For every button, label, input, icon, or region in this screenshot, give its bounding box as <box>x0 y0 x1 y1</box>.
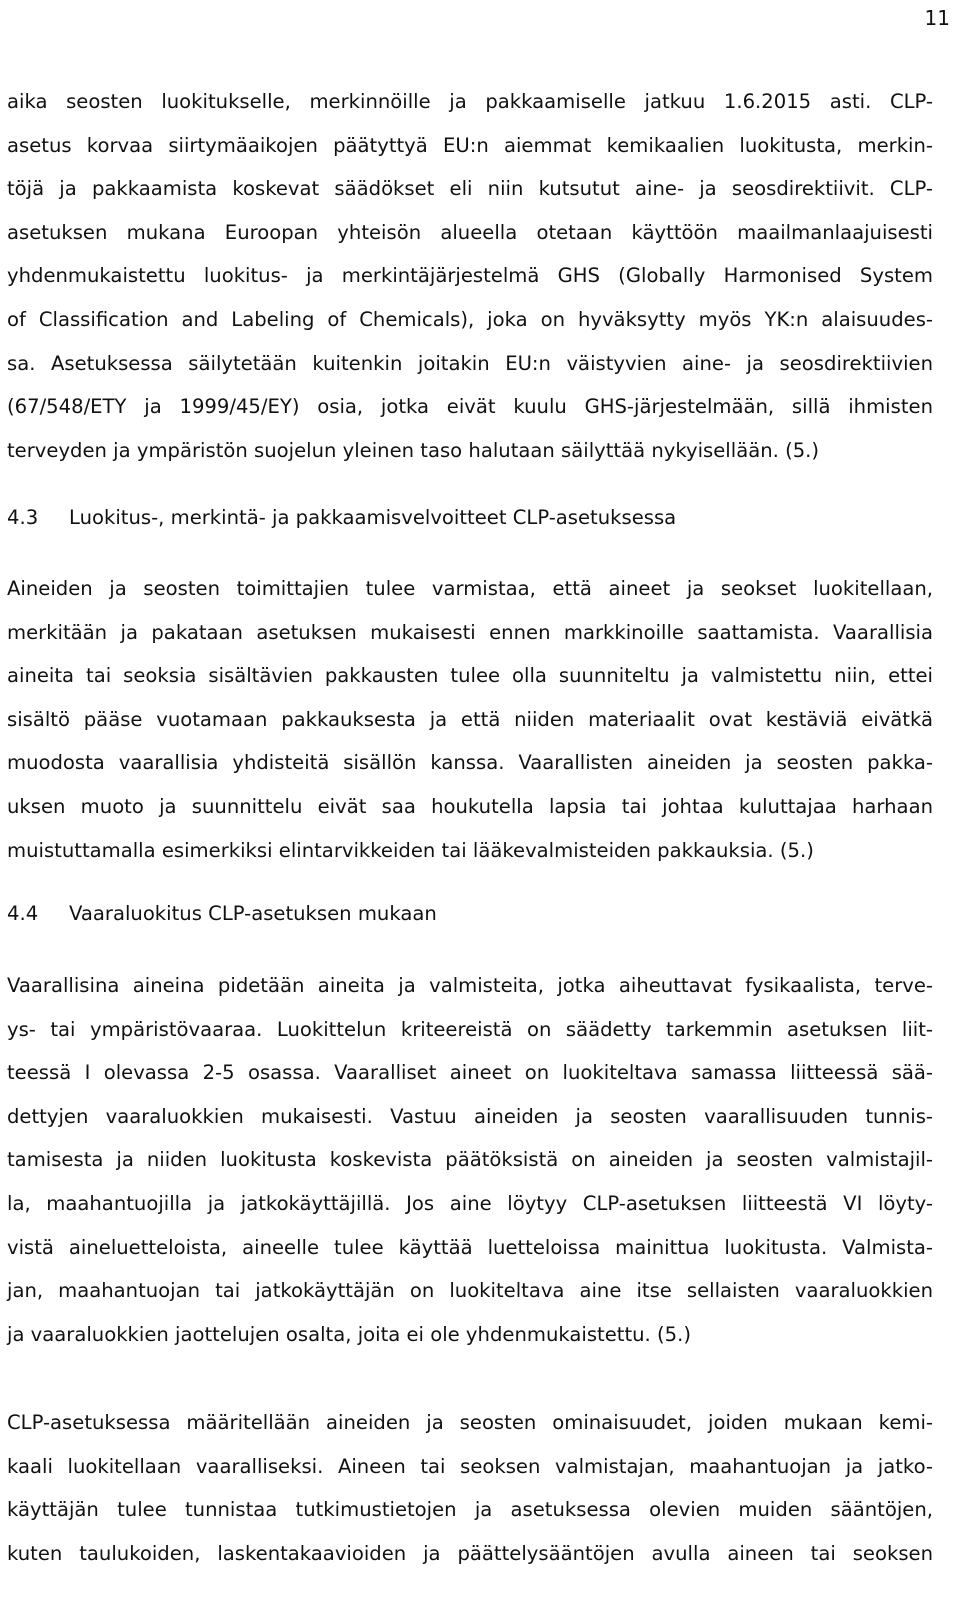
text-line: Aineiden ja seosten toimittajien tulee varmistaa, että aineet ja seokset luokitellaan, <box>7 577 933 600</box>
text-line: asetuksen mukana Euroopan yhteisön alueella otetaan käyttöön maailmanlaajuisesti <box>7 220 933 244</box>
text-line: muodosta vaarallisia yhdisteitä sisällön kanssa. Vaarallisten aineiden ja seosten pakka- <box>7 751 933 775</box>
text-line: jan, maahantuojan tai jatkokäyttäjän on luokiteltava aine itse sellaisten vaaraluokkien <box>7 1279 933 1303</box>
text-line: ys- tai ympäristövaaraa. Luokittelun kriteereistä on säädetty tarkemmin asetuksen liit- <box>7 1017 933 1041</box>
text-line: töjä ja pakkaamista koskevat säädökset eli niin kutsutut aine- ja seosdirektiivit. CLP- <box>7 177 933 201</box>
text-line: sa. Asetuksessa säilytetään kuitenkin joitakin EU:n väistyvien aine- ja seosdirektiivien <box>7 351 933 375</box>
section-heading-4-3 <box>7 496 933 540</box>
paragraph-3 <box>7 964 933 1356</box>
text-line: la, maahantuojilla ja jatkokäyttäjillä. Jos aine löytyy CLP-asetuksen liitteestä VI löyty- <box>7 1191 933 1215</box>
section-heading-4-4 <box>7 892 933 936</box>
text-line: merkitään ja pakataan asetuksen mukaisesti ennen markkinoille saattamista. Vaarallisia <box>7 620 933 644</box>
page-number: 11 <box>924 6 950 30</box>
section-title: Luokitus-, merkintä- ja pakkaamisvelvoitteet CLP-asetuksessa <box>69 506 677 529</box>
text-line: teessä I olevassa 2-5 osassa. Vaaralliset aineet on luokiteltava samassa liitteessä sää- <box>7 1061 933 1085</box>
text-line: yhdenmukaistettu luokitus- ja merkintäjärjestelmä GHS (Globally Harmonised System <box>7 264 933 288</box>
text-line: uksen muoto ja suunnittelu eivät saa houkutella lapsia tai johtaa kuluttajaa harhaan <box>7 794 933 818</box>
text-line: asetus korvaa siirtymäaikojen päätyttyä EU:n aiemmat kemikaalien luokitusta, merkin- <box>7 133 933 157</box>
text-line: terveyden ja ympäristön suojelun yleinen taso halutaan säilyttää nykyisellään. (5.) <box>7 438 820 462</box>
text-line: CLP-asetuksessa määritellään aineiden ja seosten ominaisuudet, joiden mukaan kemi- <box>7 1411 933 1434</box>
text-line: aika seosten luokitukselle, merkinnöille ja pakkaamiselle jatkuu 1.6.2015 asti. CLP- <box>7 90 933 113</box>
text-line: kaali luokitellaan vaaralliseksi. Aineen tai seoksen valmistajan, maahantuojan ja jatko- <box>7 1454 933 1478</box>
section-number: 4.4 <box>7 902 39 925</box>
paragraph-2 <box>7 567 933 872</box>
text-line: kuten taulukoiden, laskentakaavioiden ja päättelysääntöjen avulla aineen tai seoksen <box>7 1541 933 1565</box>
text-line: tamisesta ja niiden luokitusta koskevista päätöksistä on aineiden ja seosten valmistajil- <box>7 1148 933 1172</box>
text-line: (67/548/ETY ja 1999/45/EY) osia, jotka eivät kuulu GHS-järjestelmään, sillä ihmisten <box>7 395 933 419</box>
text-line: of Classification and Labeling of Chemicals), joka on hyväksytty myös YK:n alaisuudes- <box>7 307 933 331</box>
text-line: aineita tai seoksia sisältävien pakkausten tulee olla suunniteltu ja valmistettu niin, ettei <box>7 664 933 688</box>
section-title: Vaaraluokitus CLP-asetuksen mukaan <box>69 902 437 925</box>
text-line: Vaarallisina aineina pidetään aineita ja valmisteita, jotka aiheuttavat fysikaalista, terve- <box>7 974 933 997</box>
paragraph-1 <box>7 80 933 472</box>
paragraph-4 <box>7 1401 933 1575</box>
text-line: sisältö pääse vuotamaan pakkauksesta ja että niiden materiaalit ovat kestäviä eivätkä <box>7 707 933 731</box>
text-line: ja vaaraluokkien jaottelujen osalta, joita ei ole yhdenmukaistettu. (5.) <box>7 1322 691 1346</box>
text-line: muistuttamalla esimerkiksi elintarvikkeiden tai lääkevalmisteiden pakkauksia. (5.) <box>7 838 814 862</box>
text-line: käyttäjän tulee tunnistaa tutkimustietojen ja asetuksessa olevien muiden sääntöjen, <box>7 1498 933 1522</box>
text-line: vistä aineluetteloista, aineelle tulee käyttää luetteloissa mainittua luokitusta. Valmista- <box>7 1235 933 1259</box>
section-number: 4.3 <box>7 506 39 529</box>
text-line: dettyjen vaaraluokkien mukaisesti. Vastuu aineiden ja seosten vaarallisuuden tunnis- <box>7 1104 933 1128</box>
